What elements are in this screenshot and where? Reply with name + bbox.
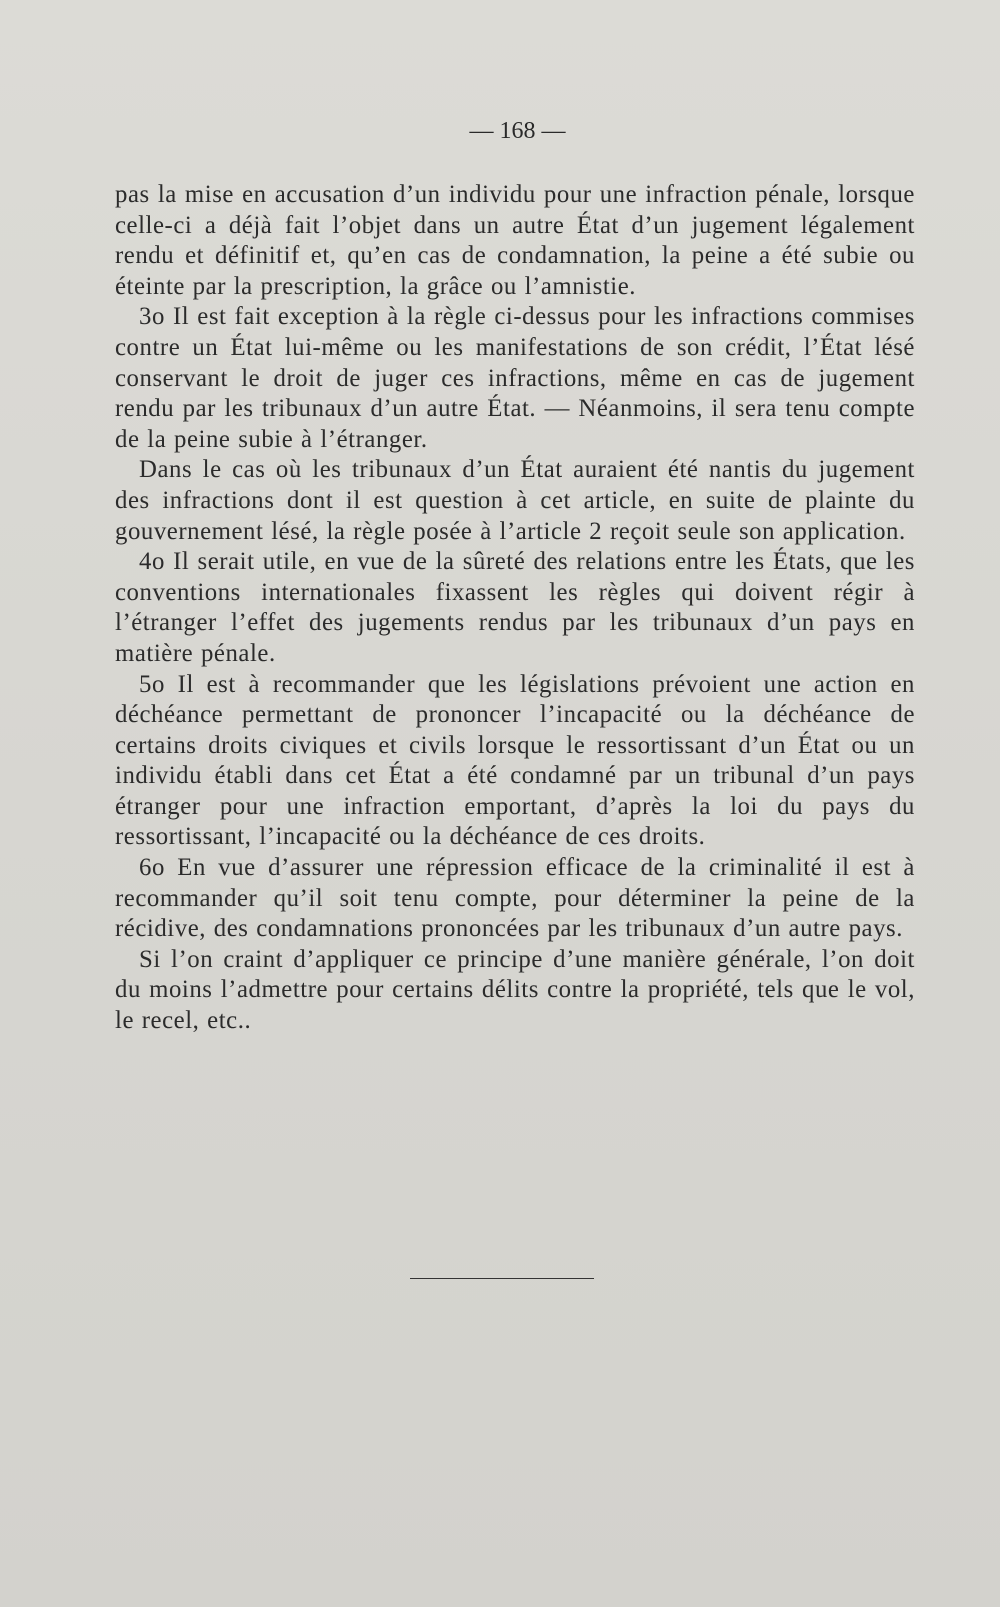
page-number: — 168 — — [469, 118, 566, 144]
paragraph-continuation: pas la mise en accusation d’un individu pour une infraction pénale, lorsque celle-ci a déjà fait l’objet dans un autre État d’un jugement légalement rendu et définitif et, qu’en cas de condamnation, la peine a été subie ou éteinte par la prescription, la grâce ou l’amnistie. — [115, 181, 915, 300]
paragraph-article-5: 5o Il est à recommander que les législations prévoient une action en déchéance permettant de prononcer l’incapacité ou la déchéance de certains droits civiques et civils lorsque le ressortissant d’un État ou un individu établi dans cet État a été condamné par un tribunal d’un pays étranger pour une infraction emportant, d’après la loi du pays du ressortissant, l’incapacité ou la déchéance de ces droits. — [115, 670, 915, 851]
paragraph-article-4: 4o Il serait utile, en vue de la sûreté des relations entre les États, que les conventions internationales fixassent les règles qui doivent régir à l’étranger l’effet des jugements rendus par les tribunaux d’un pays en matière pénale. — [115, 548, 915, 667]
paragraph-article-6: 6o En vue d’assurer une répression efficace de la criminalité il est à recommander qu’il soit tenu compte, pour déterminer la peine de la récidive, des condamnations prononcées par les tribunaux d’un autre pays. — [115, 854, 915, 943]
paragraph-article-3: 3o Il est fait exception à la règle ci-dessus pour les infractions commises contre un État lui-même ou les manifestations de son crédit, l’État lésé conservant le droit de juger ces infractions, même en cas de jugement rendu par les tribunaux d’un autre État. — Néanmoins, il sera tenu compte de la peine subie à l’étranger. — [115, 303, 915, 453]
paragraph-article-6-detail: Si l’on craint d’appliquer ce principe d’une manière générale, l’on doit du moins l’admettre pour certains délits contre la propriété, tels que le vol, le recel, etc.. — [115, 945, 915, 1035]
paragraph-article-3-detail: Dans le cas où les tribunaux d’un État auraient été nantis du jugement des infractions dont il est question à cet article, en suite de plainte du gouvernement lésé, la règle posée à l’article 2 reçoit seule son application. — [115, 456, 915, 545]
body-text — [115, 180, 915, 1037]
section-divider — [410, 1278, 594, 1279]
